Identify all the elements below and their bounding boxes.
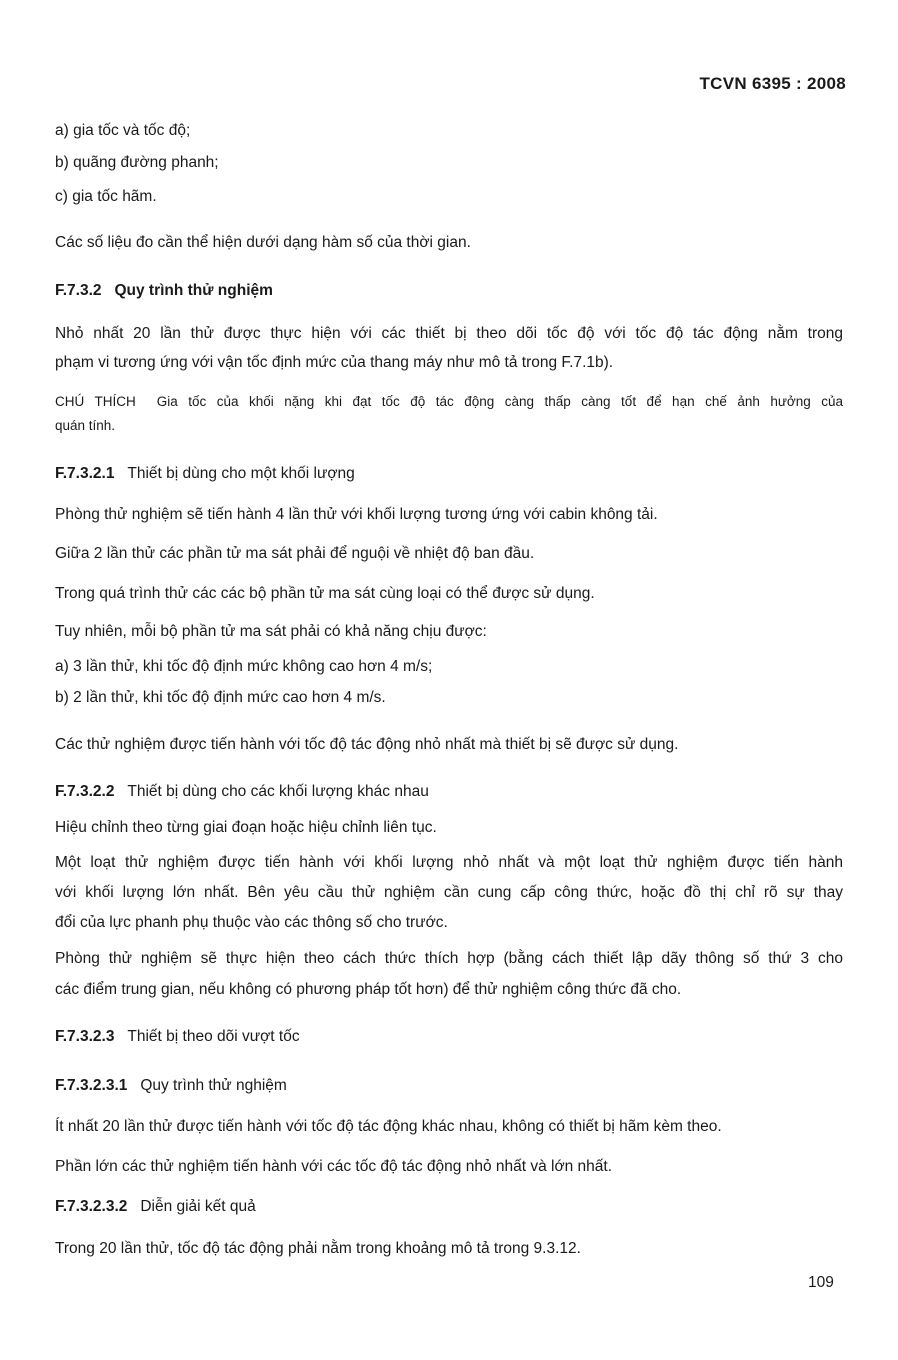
- list-item: c) gia tốc hãm.: [55, 188, 157, 205]
- standard-header: TCVN 6395 : 2008: [699, 74, 846, 93]
- list-item: a) gia tốc và tốc độ;: [55, 122, 191, 139]
- paragraph: Ít nhất 20 lần thử được tiến hành với tốc độ tác động khác nhau, không có thiết bị hãm kèm theo.: [55, 1118, 722, 1135]
- paragraph: Phần lớn các thử nghiệm tiến hành với các tốc độ tác động nhỏ nhất và lớn nhất.: [55, 1158, 613, 1175]
- section-heading-f7322: [55, 782, 429, 802]
- list-item: b) quãng đường phanh;: [55, 154, 219, 171]
- section-number: F.7.3.2.2: [55, 783, 115, 800]
- paragraph-line: Nhỏ nhất 20 lần thử được thực hiện với các thiết bị theo dõi tốc độ với tốc độ tác động nằm trong: [55, 325, 843, 342]
- paragraph-line: Một loạt thử nghiệm được tiến hành với khối lượng nhỏ nhất và một loạt thử nghiệm được tiến hành: [55, 854, 843, 871]
- note-line: [55, 392, 843, 412]
- paragraph: Trong 20 lần thử, tốc độ tác động phải nằm trong khoảng mô tả trong 9.3.12.: [55, 1240, 581, 1257]
- section-heading-f73232: [55, 1197, 256, 1217]
- list-item: a) 3 lần thử, khi tốc độ định mức không cao hơn 4 m/s;: [55, 658, 433, 675]
- paragraph-line: phạm vi tương ứng với vận tốc định mức của thang máy như mô tả trong F.7.1b).: [55, 354, 614, 371]
- section-heading-f7321: [55, 464, 355, 484]
- section-title: Quy trình thử nghiệm: [114, 282, 273, 299]
- paragraph: Giữa 2 lần thử các phần tử ma sát phải để nguội về nhiệt độ ban đầu.: [55, 545, 535, 562]
- section-number: F.7.3.2.1: [55, 465, 115, 482]
- section-number: F.7.3.2.3.1: [55, 1077, 128, 1094]
- paragraph: Tuy nhiên, mỗi bộ phần tử ma sát phải có khả năng chịu được:: [55, 623, 487, 640]
- paragraph-line: với khối lượng lớn nhất. Bên yêu cầu thử nghiệm cần cung cấp công thức, hoặc đồ thị chỉ rõ sự thay: [55, 884, 843, 901]
- paragraph: Các thử nghiệm được tiến hành với tốc độ tác động nhỏ nhất mà thiết bị sẽ được sử dụng.: [55, 736, 679, 753]
- page-number: 109: [808, 1274, 834, 1291]
- paragraph: Phòng thử nghiệm sẽ tiến hành 4 lần thử với khối lượng tương ứng với cabin không tải.: [55, 506, 658, 523]
- section-title: Thiết bị dùng cho một khối lượng: [127, 465, 355, 482]
- section-title: Diễn giải kết quả: [140, 1198, 256, 1215]
- section-number: F.7.3.2: [55, 282, 102, 299]
- note-label: CHÚ THÍCH: [55, 394, 136, 409]
- paragraph: Hiệu chỉnh theo từng giai đoạn hoặc hiệu chỉnh liên tục.: [55, 819, 437, 836]
- section-title: Thiết bị dùng cho các khối lượng khác nhau: [127, 783, 429, 800]
- paragraph-line: các điểm trung gian, nếu không có phương pháp tốt hơn) để thử nghiệm công thức đã cho.: [55, 981, 682, 998]
- section-heading-f732: [55, 281, 273, 301]
- note-line: quán tính.: [55, 418, 116, 433]
- section-number: F.7.3.2.3.2: [55, 1198, 128, 1215]
- section-title: Quy trình thử nghiệm: [140, 1077, 287, 1094]
- list-item: b) 2 lần thử, khi tốc độ định mức cao hơn 4 m/s.: [55, 689, 386, 706]
- section-title: Thiết bị theo dõi vượt tốc: [127, 1028, 300, 1045]
- paragraph-line: đổi của lực phanh phụ thuộc vào các thông số cho trước.: [55, 914, 448, 931]
- paragraph-line: Phòng thử nghiệm sẽ thực hiện theo cách thức thích hợp (bằng cách thiết lập dãy thông số thứ 3 cho: [55, 950, 843, 967]
- section-heading-f7323: [55, 1027, 300, 1047]
- paragraph: Trong quá trình thử các các bộ phần tử ma sát cùng loại có thể được sử dụng.: [55, 585, 595, 602]
- section-number: F.7.3.2.3: [55, 1028, 115, 1045]
- paragraph: Các số liệu đo cần thể hiện dưới dạng hàm số của thời gian.: [55, 234, 471, 251]
- section-heading-f73231: [55, 1076, 287, 1096]
- note-text: Gia tốc của khối nặng khi đạt tốc độ tác động càng thấp càng tốt để hạn chế ảnh hưởng của: [156, 394, 844, 409]
